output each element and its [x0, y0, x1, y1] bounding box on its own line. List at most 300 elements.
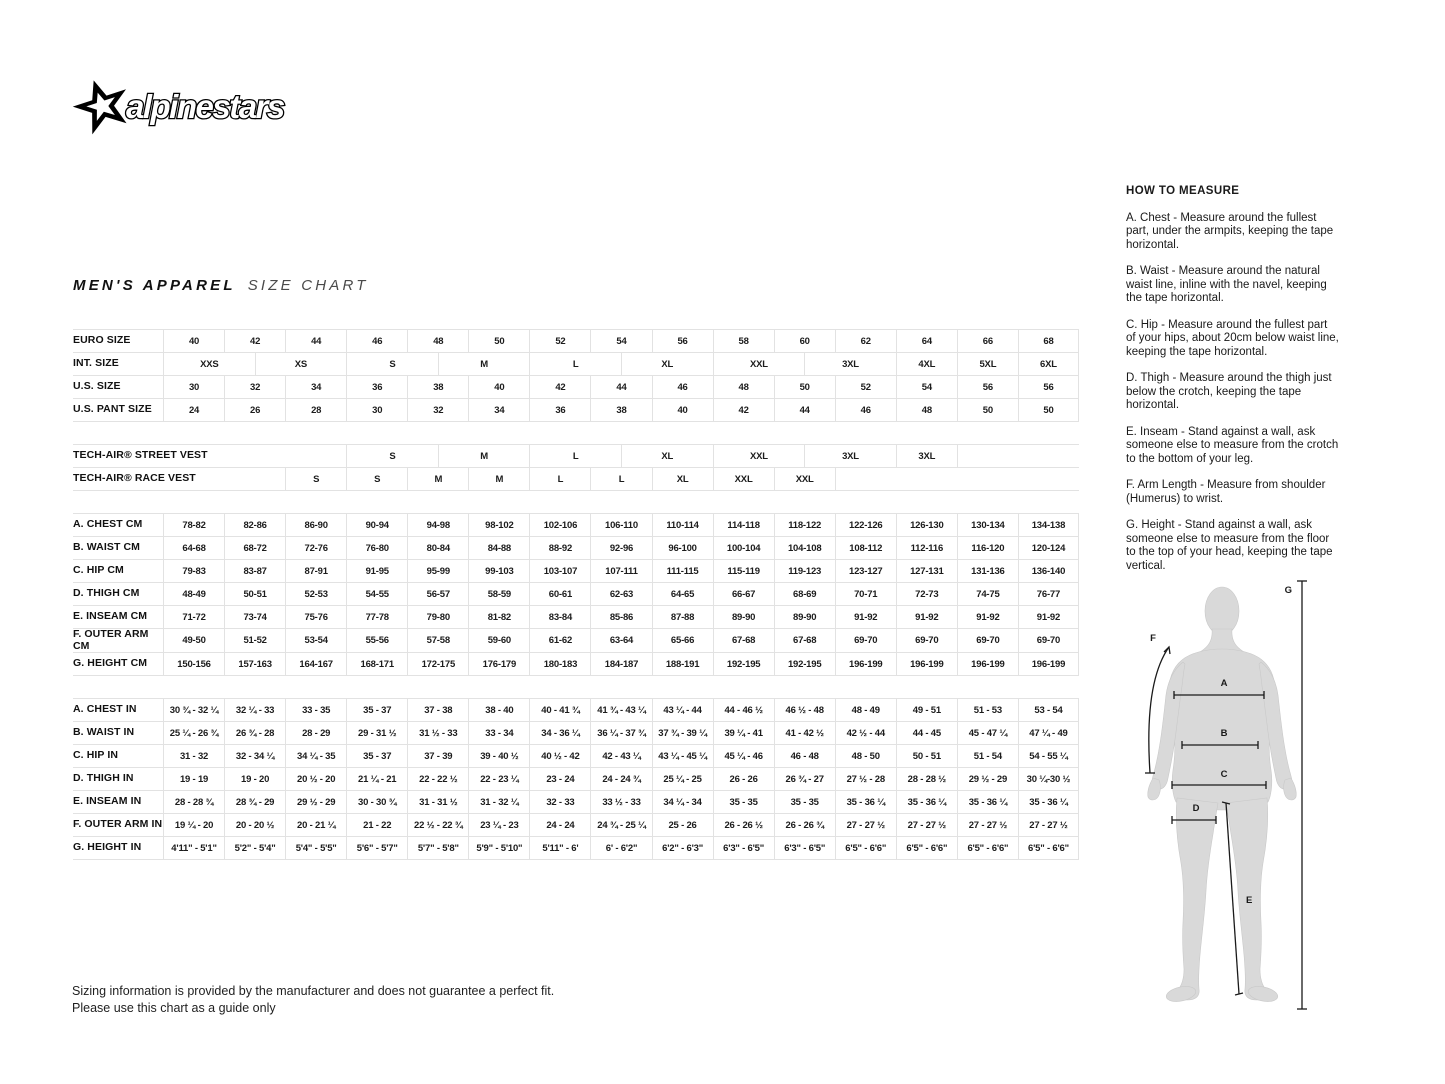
table-cell: 64 — [896, 330, 957, 352]
table-cell: 42 — [224, 330, 285, 352]
measure-instruction-thigh: D. Thigh - Measure around the thigh just below the crotch, keeping the tape horizontal. — [1126, 372, 1332, 411]
table-cell: 68-72 — [224, 537, 285, 559]
table-cell: 98-102 — [468, 514, 529, 536]
table-cell: 34 ¼ - 35 — [285, 745, 346, 767]
table-cell: 44 — [285, 330, 346, 352]
table-cell: 5'9" - 5'10" — [468, 837, 529, 859]
table-cell: 92-96 — [590, 537, 651, 559]
table-cell-empty — [835, 468, 1079, 490]
table-cell: 50 — [957, 399, 1018, 421]
table-cell: S — [346, 468, 407, 490]
table-cell: 69-70 — [835, 629, 896, 652]
table-cell: 131-136 — [957, 560, 1018, 582]
table-gap — [73, 422, 1079, 444]
table-cell: 126-130 — [896, 514, 957, 536]
table-cell: 35 - 35 — [774, 791, 835, 813]
table-cell: 63-64 — [590, 629, 651, 652]
table-cell: 80-84 — [407, 537, 468, 559]
table-cell: 72-73 — [896, 583, 957, 605]
table-cell: 6'5" - 6'6" — [957, 837, 1018, 859]
table-cell: 76-77 — [1018, 583, 1079, 605]
table-cell: 95-99 — [407, 560, 468, 582]
table-cell: 32 — [224, 376, 285, 398]
table-cell: 26 - 26 ½ — [713, 814, 774, 836]
table-cell: 5'6" - 5'7" — [346, 837, 407, 859]
table-cell: 91-92 — [1018, 606, 1079, 628]
table-cell: 3XL — [804, 445, 896, 467]
table-cell: 83-87 — [224, 560, 285, 582]
table-cell: 51 - 54 — [957, 745, 1018, 767]
table-cell: 52 — [529, 330, 590, 352]
measurement-figure — [1140, 573, 1310, 1018]
table-cell: 27 - 27 ½ — [896, 814, 957, 836]
table-row — [73, 606, 1079, 629]
table-cell: 70-71 — [835, 583, 896, 605]
table-cell: 52-53 — [285, 583, 346, 605]
table-cell: 28 - 28 ¾ — [163, 791, 224, 813]
table-cell: 33 - 35 — [285, 699, 346, 721]
table-cell: 30 - 30 ¾ — [346, 791, 407, 813]
table-cell: XXL — [713, 445, 805, 467]
table-cell: 32 - 34 ¼ — [224, 745, 285, 767]
table-cell: 32 — [407, 399, 468, 421]
table-cell: 21 ¼ - 21 — [346, 768, 407, 790]
table-row — [73, 722, 1079, 745]
table-cell: 31 - 31 ½ — [407, 791, 468, 813]
table-cell: M — [438, 445, 530, 467]
table-cell: 60-61 — [529, 583, 590, 605]
table-cell: 36 — [346, 376, 407, 398]
table-cell: 192-195 — [774, 653, 835, 675]
table-cell: 87-88 — [652, 606, 713, 628]
table-cell: 100-104 — [713, 537, 774, 559]
table-cell: 40 — [652, 399, 713, 421]
disclaimer-line1: Sizing information is provided by the manufacturer and does not guarantee a perfect fit. — [72, 984, 555, 998]
table-cell: 51 - 53 — [957, 699, 1018, 721]
table-row — [73, 745, 1079, 768]
table-cell: 22 ½ - 22 ¾ — [407, 814, 468, 836]
table-cell: 192-195 — [713, 653, 774, 675]
table-row — [73, 329, 1079, 353]
table-cell: 5XL — [957, 353, 1018, 375]
table-cell: 58-59 — [468, 583, 529, 605]
table-cell: 83-84 — [529, 606, 590, 628]
table-cell: 84-88 — [468, 537, 529, 559]
disclaimer-line2: Please use this chart as a guide only — [72, 1000, 276, 1015]
table-cell: 36 ¼ - 37 ¾ — [590, 722, 651, 744]
table-cell: 23 - 24 — [529, 768, 590, 790]
table-cell: 28 — [285, 399, 346, 421]
table-cell: 119-123 — [774, 560, 835, 582]
table-cell: 49-50 — [163, 629, 224, 652]
table-cell: XXS — [163, 353, 255, 375]
table-cell: 176-179 — [468, 653, 529, 675]
table-cell: 134-138 — [1018, 514, 1079, 536]
table-cell: 19 - 20 — [224, 768, 285, 790]
table-cell: 64-65 — [652, 583, 713, 605]
table-cell: 26 ¾ - 27 — [774, 768, 835, 790]
svg-text:E: E — [1246, 895, 1253, 906]
table-cell: 32 ¼ - 33 — [224, 699, 285, 721]
table-cell: 107-111 — [590, 560, 651, 582]
disclaimer — [72, 983, 554, 1016]
table-cell: M — [407, 468, 468, 490]
table-cell: 34 - 36 ¼ — [529, 722, 590, 744]
row-label: F. OUTER ARM CM — [73, 628, 149, 652]
table-cell: 123-127 — [835, 560, 896, 582]
table-cell: 66-67 — [713, 583, 774, 605]
table-row — [73, 698, 1079, 722]
size-table — [73, 329, 1079, 860]
table-cell: 127-131 — [896, 560, 957, 582]
table-row — [73, 837, 1079, 860]
table-cell: 75-76 — [285, 606, 346, 628]
table-cell: 35 - 37 — [346, 699, 407, 721]
table-cell: 71-72 — [163, 606, 224, 628]
table-cell: 45 - 47 ¼ — [957, 722, 1018, 744]
table-cell: 44 - 46 ½ — [713, 699, 774, 721]
table-cell: 27 - 27 ½ — [1018, 814, 1079, 836]
table-cell: 43 ¼ - 45 ¼ — [652, 745, 713, 767]
table-cell: 42 — [713, 399, 774, 421]
table-cell: XL — [621, 445, 713, 467]
table-cell: 48 — [713, 376, 774, 398]
table-cell: L — [529, 468, 590, 490]
table-cell: 31 ½ - 33 — [407, 722, 468, 744]
table-cell: 42 — [529, 376, 590, 398]
table-row — [73, 537, 1079, 560]
table-cell: XL — [652, 468, 713, 490]
table-cell: 50 - 51 — [896, 745, 957, 767]
table-cell: 37 - 39 — [407, 745, 468, 767]
table-cell: 35 - 36 ¼ — [1018, 791, 1079, 813]
table-cell: 6'5" - 6'6" — [835, 837, 896, 859]
table-cell: 20 - 20 ½ — [224, 814, 285, 836]
row-label: G. HEIGHT CM — [73, 657, 148, 670]
table-cell: 111-115 — [652, 560, 713, 582]
table-cell: 25 ¼ - 26 ¾ — [163, 722, 224, 744]
table-cell: 150-156 — [163, 653, 224, 675]
table-cell: 20 - 21 ¼ — [285, 814, 346, 836]
table-cell: 56 — [957, 376, 1018, 398]
table-cell: 67-68 — [713, 629, 774, 652]
table-cell: 91-92 — [896, 606, 957, 628]
table-cell: XL — [621, 353, 713, 375]
table-cell: 81-82 — [468, 606, 529, 628]
table-cell: 76-80 — [346, 537, 407, 559]
table-cell: 89-90 — [713, 606, 774, 628]
table-cell: 40 - 41 ¾ — [529, 699, 590, 721]
table-cell: 35 - 36 ¼ — [896, 791, 957, 813]
svg-text:B: B — [1220, 728, 1228, 739]
table-row — [73, 376, 1079, 399]
table-cell: 46 ½ - 48 — [774, 699, 835, 721]
table-gap — [73, 676, 1079, 698]
table-cell: 28 - 29 — [285, 722, 346, 744]
table-cell: 55-56 — [346, 629, 407, 652]
table-cell: 34 — [468, 399, 529, 421]
row-label: B. WAIST CM — [73, 541, 141, 554]
row-label: U.S. PANT SIZE — [73, 403, 152, 416]
table-cell: 27 - 27 ½ — [835, 814, 896, 836]
table-cell: 67-68 — [774, 629, 835, 652]
table-cell: 74-75 — [957, 583, 1018, 605]
table-cell-empty — [957, 445, 1079, 467]
table-cell: 23 ¼ - 23 — [468, 814, 529, 836]
table-cell: 72-76 — [285, 537, 346, 559]
measure-instruction-arm: F. Arm Length - Measure from shoulder (Humerus) to wrist. — [1126, 479, 1326, 505]
table-cell: 64-68 — [163, 537, 224, 559]
table-cell: 6'5" - 6'6" — [1018, 837, 1079, 859]
table-cell: 86-90 — [285, 514, 346, 536]
table-cell: 44 — [774, 399, 835, 421]
table-cell: 41 - 42 ½ — [774, 722, 835, 744]
row-label: B. WAIST IN — [73, 726, 135, 739]
row-label: EURO SIZE — [73, 334, 131, 347]
table-cell: 184-187 — [590, 653, 651, 675]
table-cell: 79-83 — [163, 560, 224, 582]
table-cell: 68-69 — [774, 583, 835, 605]
table-cell: 157-163 — [224, 653, 285, 675]
table-cell: 103-107 — [529, 560, 590, 582]
table-cell: 31 - 32 — [163, 745, 224, 767]
table-cell: 39 - 40 ½ — [468, 745, 529, 767]
svg-text:G: G — [1284, 585, 1292, 596]
table-cell: 33 - 34 — [468, 722, 529, 744]
table-cell: 38 - 40 — [468, 699, 529, 721]
table-cell: 34 — [285, 376, 346, 398]
table-cell: 29 ½ - 29 — [285, 791, 346, 813]
table-cell: 48 — [407, 330, 468, 352]
table-cell: 69-70 — [957, 629, 1018, 652]
table-cell: 6'3" - 6'5" — [713, 837, 774, 859]
alpinestars-logo — [70, 76, 330, 136]
table-cell: 4XL — [896, 353, 957, 375]
page-title-sub: SIZE CHART — [247, 277, 369, 294]
row-label: TECH-AIR® STREET VEST — [73, 449, 208, 462]
table-cell: 102-106 — [529, 514, 590, 536]
table-cell: 53 - 54 — [1018, 699, 1079, 721]
table-cell: 61-62 — [529, 629, 590, 652]
table-cell: XXL — [713, 468, 774, 490]
table-cell: 130-134 — [957, 514, 1018, 536]
table-cell: 79-80 — [407, 606, 468, 628]
table-cell: 35 - 36 ¼ — [835, 791, 896, 813]
svg-text:A: A — [1220, 678, 1228, 689]
table-cell: 89-90 — [774, 606, 835, 628]
row-label: TECH-AIR® RACE VEST — [73, 472, 196, 485]
table-cell: 104-108 — [774, 537, 835, 559]
table-cell: 114-118 — [713, 514, 774, 536]
table-cell: 37 ¾ - 39 ¼ — [652, 722, 713, 744]
table-cell: 66 — [957, 330, 1018, 352]
table-cell: S — [285, 468, 346, 490]
table-cell: 196-199 — [835, 653, 896, 675]
row-label: D. THIGH IN — [73, 772, 134, 785]
table-cell: 6'2" - 6'3" — [652, 837, 713, 859]
table-cell: 41 ¾ - 43 ¼ — [590, 699, 651, 721]
table-row — [73, 513, 1079, 537]
table-cell: 52 — [835, 376, 896, 398]
table-cell: 91-92 — [957, 606, 1018, 628]
table-cell: 38 — [407, 376, 468, 398]
table-cell: 34 ¼ - 34 — [652, 791, 713, 813]
table-cell: 51-52 — [224, 629, 285, 652]
table-cell: 54 — [590, 330, 651, 352]
table-cell: 168-171 — [346, 653, 407, 675]
row-label: A. CHEST CM — [73, 518, 143, 531]
row-label: C. HIP IN — [73, 749, 119, 762]
table-cell: 118-122 — [774, 514, 835, 536]
svg-text:D: D — [1192, 803, 1200, 814]
table-cell: 26 ¾ - 28 — [224, 722, 285, 744]
table-cell: 91-95 — [346, 560, 407, 582]
table-cell: XS — [255, 353, 347, 375]
table-cell: 46 - 48 — [774, 745, 835, 767]
table-cell: 48 - 49 — [835, 699, 896, 721]
table-cell: 54 — [896, 376, 957, 398]
table-cell: L — [529, 353, 621, 375]
table-cell: XXL — [713, 353, 805, 375]
body-silhouette — [1148, 587, 1297, 1004]
table-cell-empty — [163, 445, 346, 467]
page-title-main: MEN'S APPAREL — [73, 277, 236, 294]
table-cell: 46 — [835, 399, 896, 421]
row-label: E. INSEAM CM — [73, 610, 148, 623]
table-cell: 35 - 37 — [346, 745, 407, 767]
table-cell: 40 — [163, 330, 224, 352]
table-row — [73, 444, 1079, 468]
table-cell: 21 - 22 — [346, 814, 407, 836]
table-row — [73, 560, 1079, 583]
row-label: G. HEIGHT IN — [73, 841, 142, 854]
table-row — [73, 791, 1079, 814]
table-cell: 90-94 — [346, 514, 407, 536]
table-cell: 3XL — [896, 445, 957, 467]
table-cell: 69-70 — [1018, 629, 1079, 652]
table-cell: 108-112 — [835, 537, 896, 559]
table-cell: 33 ½ - 33 — [590, 791, 651, 813]
table-cell: 24 - 24 — [529, 814, 590, 836]
measure-instruction-hip: C. Hip - Measure around the fullest part of your hips, about 20cm below waist line, keeping the tape horizontal. — [1126, 318, 1339, 358]
table-cell: 196-199 — [957, 653, 1018, 675]
table-cell: 73-74 — [224, 606, 285, 628]
table-cell: 20 ½ - 20 — [285, 768, 346, 790]
table-cell: 99-103 — [468, 560, 529, 582]
table-cell: 5'4" - 5'5" — [285, 837, 346, 859]
table-cell: 85-86 — [590, 606, 651, 628]
svg-text:F: F — [1150, 633, 1156, 644]
table-cell: 48 — [896, 399, 957, 421]
table-cell: M — [468, 468, 529, 490]
table-cell: 56 — [652, 330, 713, 352]
measure-instruction-height: G. Height - Stand against a wall, ask someone else to measure from the floor to the top of your head, keeping the tape vertical. — [1126, 519, 1333, 572]
table-cell: 77-78 — [346, 606, 407, 628]
table-cell: 180-183 — [529, 653, 590, 675]
table-cell: XXL — [774, 468, 835, 490]
table-cell: 31 - 32 ¼ — [468, 791, 529, 813]
table-cell: 24 ¾ - 25 ¼ — [590, 814, 651, 836]
table-cell: 29 - 31 ½ — [346, 722, 407, 744]
table-cell: 172-175 — [407, 653, 468, 675]
table-cell: 28 - 28 ½ — [896, 768, 957, 790]
table-row — [73, 468, 1079, 491]
table-cell: 43 ¼ - 44 — [652, 699, 713, 721]
table-cell: 59-60 — [468, 629, 529, 652]
table-cell: 32 - 33 — [529, 791, 590, 813]
table-cell: 48 - 50 — [835, 745, 896, 767]
table-row — [73, 653, 1079, 676]
table-cell: 47 ¼ - 49 — [1018, 722, 1079, 744]
table-cell: 46 — [652, 376, 713, 398]
table-cell: 37 - 38 — [407, 699, 468, 721]
table-cell: 36 — [529, 399, 590, 421]
table-cell: 56-57 — [407, 583, 468, 605]
table-cell: 24 — [163, 399, 224, 421]
table-cell: 4'11" - 5'1" — [163, 837, 224, 859]
table-cell: 19 ¼ - 20 — [163, 814, 224, 836]
table-cell: 50 — [1018, 399, 1079, 421]
table-cell: 19 - 19 — [163, 768, 224, 790]
row-label: E. INSEAM IN — [73, 795, 142, 808]
table-cell: 6'3" - 6'5" — [774, 837, 835, 859]
table-cell: 115-119 — [713, 560, 774, 582]
table-cell: 53-54 — [285, 629, 346, 652]
table-cell: 5'7" - 5'8" — [407, 837, 468, 859]
brand-wordmark: alpinestars — [126, 88, 284, 125]
svg-text:C: C — [1220, 769, 1228, 780]
row-label: C. HIP CM — [73, 564, 124, 577]
table-cell: 24 - 24 ¾ — [590, 768, 651, 790]
row-label: D. THIGH CM — [73, 587, 140, 600]
table-cell: 58 — [713, 330, 774, 352]
table-cell: 29 ½ - 29 — [957, 768, 1018, 790]
table-cell: 65-66 — [652, 629, 713, 652]
table-cell: 25 ¼ - 25 — [652, 768, 713, 790]
table-cell: 60 — [774, 330, 835, 352]
table-cell: 87-91 — [285, 560, 346, 582]
table-cell: 50-51 — [224, 583, 285, 605]
table-cell: 35 - 36 ¼ — [957, 791, 1018, 813]
table-row — [73, 399, 1079, 422]
table-row — [73, 583, 1079, 606]
table-cell: 26 - 26 ¾ — [774, 814, 835, 836]
table-cell: 6XL — [1018, 353, 1079, 375]
table-cell: 44 — [590, 376, 651, 398]
table-cell: 106-110 — [590, 514, 651, 536]
table-cell: 196-199 — [896, 653, 957, 675]
table-cell: 44 - 45 — [896, 722, 957, 744]
table-cell-empty — [163, 468, 285, 490]
how-to-measure-title: HOW TO MEASURE — [1126, 185, 1240, 197]
table-cell: 42 ½ - 44 — [835, 722, 896, 744]
page-title — [73, 277, 369, 294]
table-cell: M — [438, 353, 530, 375]
table-cell: 82-86 — [224, 514, 285, 536]
table-cell: 22 - 22 ½ — [407, 768, 468, 790]
table-cell: 88-92 — [529, 537, 590, 559]
table-cell: 30 ¼-30 ½ — [1018, 768, 1079, 790]
measure-instruction-chest: A. Chest - Measure around the fullest part, under the armpits, keeping the tape horizontal. — [1126, 211, 1334, 251]
table-row — [73, 814, 1079, 837]
table-cell: 49 - 51 — [896, 699, 957, 721]
table-cell: 50 — [468, 330, 529, 352]
row-label: F. OUTER ARM IN — [73, 818, 163, 831]
table-gap — [73, 491, 1079, 513]
table-cell: 5'2" - 5'4" — [224, 837, 285, 859]
row-label: A. CHEST IN — [73, 703, 137, 716]
row-label: INT. SIZE — [73, 357, 119, 370]
